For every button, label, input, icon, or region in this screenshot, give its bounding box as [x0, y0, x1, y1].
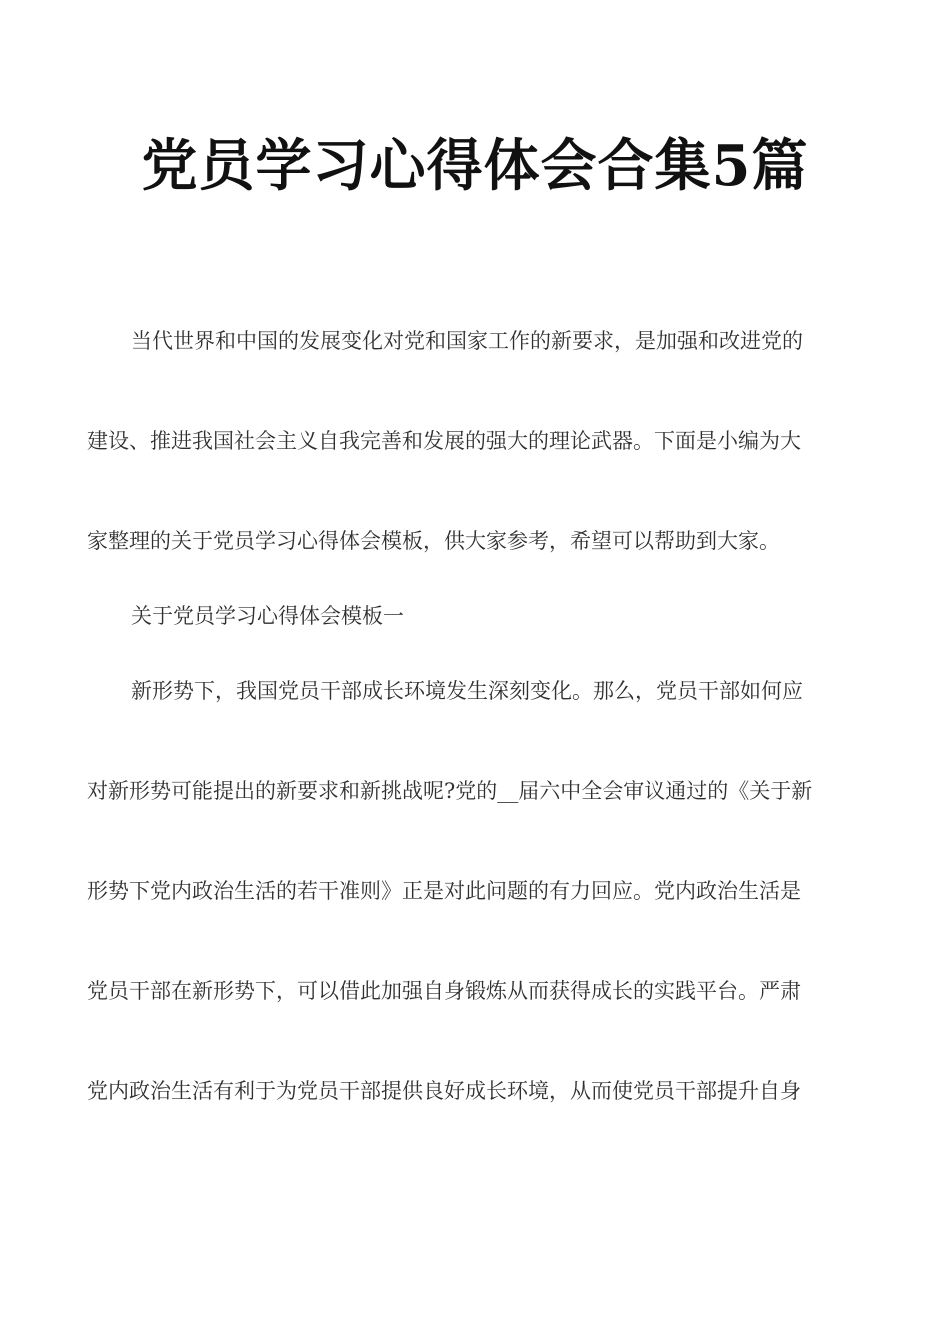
document-title: 党员学习心得体会合集5篇 [141, 133, 809, 199]
paragraph-1-line-2: 建设、推进我国社会主义自我完善和发展的强大的理论武器。下面是小编为大 [87, 429, 801, 453]
paragraph-2-line-5: 党内政治生活有利于为党员干部提供良好成长环境，从而使党员干部提升自身 [87, 1079, 801, 1103]
section-heading: 关于党员学习心得体会模板一 [131, 604, 404, 628]
paragraph-2-line-4: 党员干部在新形势下，可以借此加强自身锻炼从而获得成长的实践平台。严肃 [87, 979, 801, 1003]
paragraph-1-line-3: 家整理的关于党员学习心得体会模板，供大家参考，希望可以帮助到大家。 [87, 529, 780, 553]
paragraph-2-line-3: 形势下党内政治生活的若干准则》正是对此问题的有力回应。党内政治生活是 [87, 879, 801, 903]
paragraph-2-line-2: 对新形势可能提出的新要求和新挑战呢?党的__届六中全会审议通过的《关于新 [87, 779, 813, 803]
paragraph-1-line-1: 当代世界和中国的发展变化对党和国家工作的新要求，是加强和改进党的 [131, 329, 803, 353]
paragraph-2-line-1: 新形势下，我国党员干部成长环境发生深刻变化。那么，党员干部如何应 [131, 679, 803, 703]
